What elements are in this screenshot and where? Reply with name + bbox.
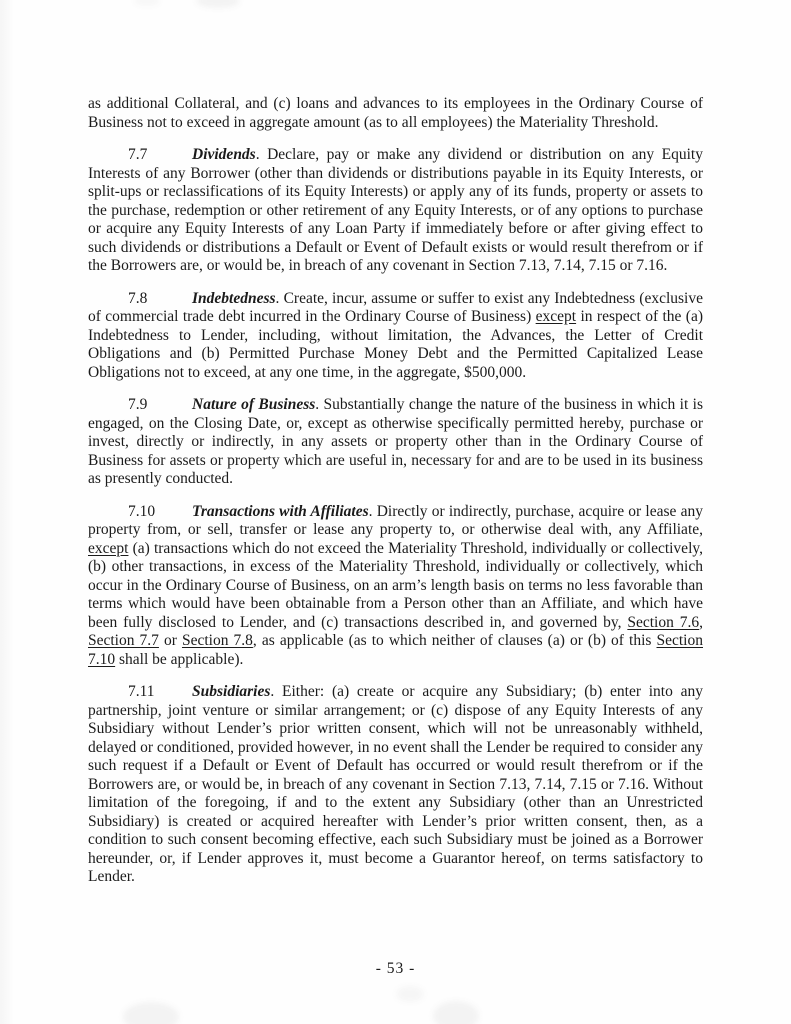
body-text: . Create, incur, assume or suffer to exist any Indebtedness (exclusive of commercial trade debt incurred in the Ordinary Course of Business): [88, 289, 703, 325]
section-title: Subsidiaries: [192, 683, 271, 700]
body-text: ,: [699, 613, 703, 631]
section-reference: except: [535, 308, 577, 325]
body-text: or: [158, 632, 182, 649]
section-reference: Section 7.7: [88, 632, 159, 649]
body-text: . Directly or indirectly, purchase, acquire or lease any property from, or sell, transfer or lease any property to, or otherwise deal with, any Affiliate,: [88, 502, 703, 538]
section-title: Nature of Business: [192, 396, 316, 413]
body-text: shall be applicable).: [115, 650, 244, 668]
scan-smudge-artifact: [134, 0, 160, 6]
section-7-9-nature-of-business: [88, 396, 703, 489]
section-7-8-indebtedness: [88, 290, 703, 383]
paragraph-continuation: [88, 95, 703, 132]
section-7-10-transactions-with-affiliates: [88, 503, 703, 670]
section-reference: Section 7.10: [88, 632, 703, 668]
section-number: 7.7: [128, 146, 148, 163]
section-reference: Section 7.8: [181, 632, 253, 649]
scan-smudge-artifact: [196, 0, 240, 8]
body-text: . Either: (a) create or acquire any Subsidiary; (b) enter into any partnership, joint venture or similar arrangement; or (c) dispose of any Equity Interests of any Subsidiary without Lender’s prior written consent, which will not be unreasonably withheld, delayed or conditioned, provided however, in no event shall the Lender be required to consider any such request if a Default or Event of Default has occurred or would result therefrom or if the Borrowers are, or would be, in breach of any covenant in Section 7.13, 7.14, 7.15 or 7.16. Without limitation of the foregoing, if and to the extent any Subsidiary (other than an Unrestricted Subsidiary) is created or acquired hereafter with Lender’s prior written consent, then, as a condition to such consent becoming effective, each such Subsidiary must be joined as a Borrower hereunder, or, if Lender approves it, must become a Guarantor hereof, on terms satisfactory to Lender.: [88, 683, 703, 885]
body-text: . Declare, pay or make any dividend or distribution on any Equity Interests of any Borrower (other than dividends or distributions payable in its Equity Interests, or split-ups or reclassifications of its Equity Interests) or apply any of its funds, property or assets to the purchase, redemption or other retirement of any Equity Interests, or of any options to purchase or acquire any Equity Interests of any Loan Party if immediately before or after giving effect to such dividends or distributions a Default or Event of Default exists or would result therefrom or if the Borrowers are, or would be, in breach of any covenant in Section 7.13, 7.14, 7.15 or 7.16.: [88, 146, 703, 274]
section-title: Transactions with Affiliates: [192, 502, 369, 520]
section-title: Indebtedness: [192, 289, 276, 307]
section-number: 7.9: [128, 396, 148, 413]
section-7-7-dividends: [88, 146, 703, 276]
section-number: 7.10: [128, 502, 156, 520]
scan-edge-artifact: [0, 0, 14, 1024]
section-number: 7.8: [128, 289, 148, 307]
section-7-11-subsidiaries: [88, 683, 703, 887]
scan-smudge-artifact: [433, 1001, 479, 1024]
body-text: as additional Collateral, and (c) loans and advances to its employees in the Ordinary Course of Business not to exceed in aggregate amount (as to all employees) the Materiality Threshold.: [88, 95, 703, 131]
body-text: in respect of the (a) Indebtedness to Lender, including, without limitation, the Advances, the Letter of Credit Obligations and (b) Permitted Purchase Money Debt and the Permitted Capitalized Lease Obligations not to exceed, at any one time, in the aggregate, $500,000.: [88, 308, 704, 381]
body-text: , as applicable (as to which neither of clauses (a) or (b) of this: [252, 632, 657, 649]
section-title: Dividends: [192, 146, 256, 163]
scan-smudge-artifact: [396, 986, 424, 1002]
section-reference: except: [88, 539, 129, 557]
page-body: [88, 95, 703, 901]
section-number: 7.11: [128, 683, 155, 700]
page-number: - 53 -: [375, 960, 416, 977]
section-reference: Section 7.6: [627, 613, 700, 631]
scan-smudge-artifact: [123, 1002, 179, 1024]
body-text: . Substantially change the nature of the business in which it is engaged, on the Closing Date, or, except as otherwise specifically permitted hereby, purchase or invest, directly or indirectly, in any assets or property other than in the Ordinary Course of Business for assets or property which are useful in, necessary for and are to be used in its business as presently conducted.: [88, 396, 703, 487]
body-text: (a) transactions which do not exceed the Materiality Threshold, individually or collectively, (b) other transactions, in excess of the Materiality Threshold, individually or collectively, which occur in the Ordinary Course of Business, on an arm’s length basis on terms no less favorable than terms which would have been obtainable from a Person other than an Affiliate, and which have been fully disclosed to Lender, and (c) transactions described in, and governed by,: [88, 539, 703, 631]
